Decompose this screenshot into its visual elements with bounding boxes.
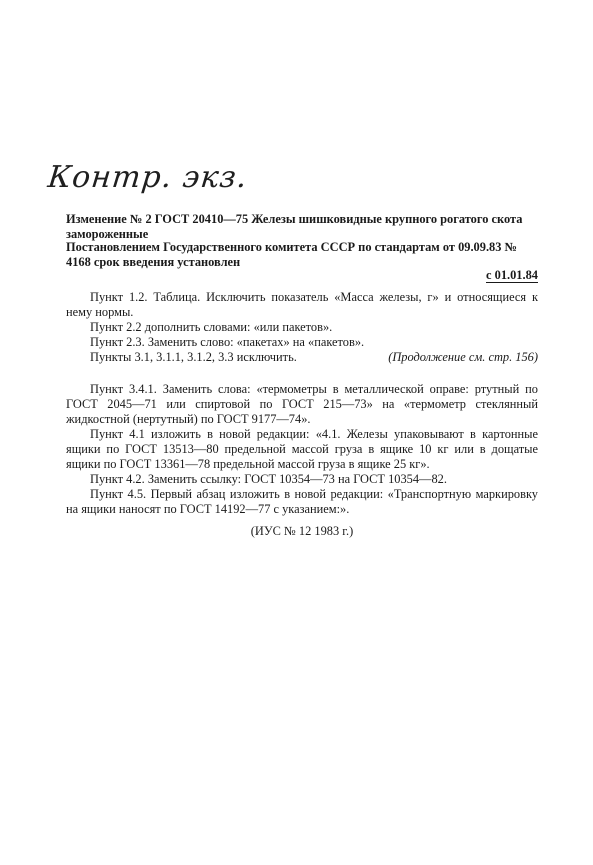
item-paragraph: Пункт 2.3. Заменить слово: «пакетах» на «пакетов».: [90, 335, 365, 349]
item-paragraph: Пункт 4.2. Заменить ссылку: ГОСТ 10354—73 на ГОСТ 10354—82.: [90, 472, 447, 486]
handwritten-note: Контр. экз.: [46, 160, 250, 195]
items-second-block: [66, 382, 538, 517]
item-paragraph: Пункт 4.1 изложить в новой редакции: «4.1. Железы упаковывают в картонные ящики по ГОСТ 13513—80 предельной массой груза в ящике 10 кг или в дощатые ящики по ГОСТ 13361—78 предельной массой груза в ящике 25 кг».: [66, 427, 538, 471]
item-paragraph: Пункты 3.1, 3.1.1, 3.1.2, 3.3 исключить.: [90, 350, 297, 364]
item-paragraph: Пункт 3.4.1. Заменить слова: «термометры в металлической оправе: ртутный по ГОСТ 2045—71 или спиртовой по ГОСТ 215—73» на «термометр стеклянный жидкостной (нертутный) по ГОСТ 9177—74».: [66, 382, 538, 426]
continuation-note: (Продолжение см. стр. 156): [388, 350, 538, 364]
amendment-heading: Изменение № 2 ГОСТ 20410—75 Железы шишковидные крупного рогатого скота замороженные: [66, 212, 523, 241]
effective-date: [66, 268, 538, 283]
source-reference: (ИУС № 12 1983 г.): [250, 524, 354, 538]
item-paragraph: Пункт 1.2. Таблица. Исключить показатель «Масса железы, г» и относящиеся к нему нормы.: [66, 290, 538, 319]
item-paragraph: Пункт 2.2 дополнить словами: «или пакетов».: [90, 320, 333, 334]
effective-date-value: с 01.01.84: [486, 268, 538, 282]
item-paragraph: Пункт 4.5. Первый абзац изложить в новой редакции: «Транспортную маркировку на ящики наносят по ГОСТ 14192—77 с указанием:».: [66, 487, 538, 516]
decree-text: Постановлением Государственного комитета СССР по стандартам от 09.09.83 № 4168 срок введения установлен: [66, 240, 517, 269]
